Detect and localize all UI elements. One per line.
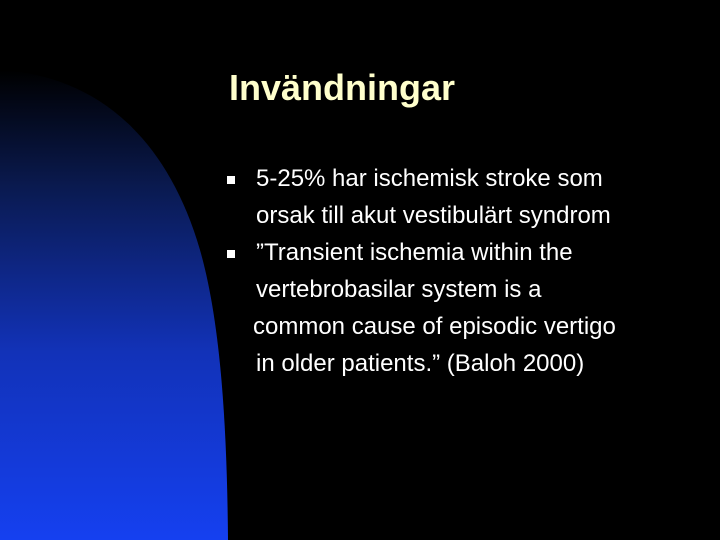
bullet-text-line: common cause of episodic vertigo [253,313,616,340]
bullet-text-line: orsak till akut vestibulärt syndrom [256,202,611,229]
bullet-text-line: vertebrobasilar system is a [256,276,542,303]
square-bullet-icon [227,176,235,184]
slide-title: Invändningar [229,67,456,108]
bullet-text-line: 5-25% har ischemisk stroke som [256,165,603,192]
square-bullet-icon [227,250,235,258]
bullet-text-line: ”Transient ischemia within the [256,239,573,266]
bullet-item [224,234,704,382]
bullet-list [224,160,704,382]
bullet-item [224,160,704,234]
bullet-text-line: in older patients.” (Baloh 2000) [256,350,585,377]
